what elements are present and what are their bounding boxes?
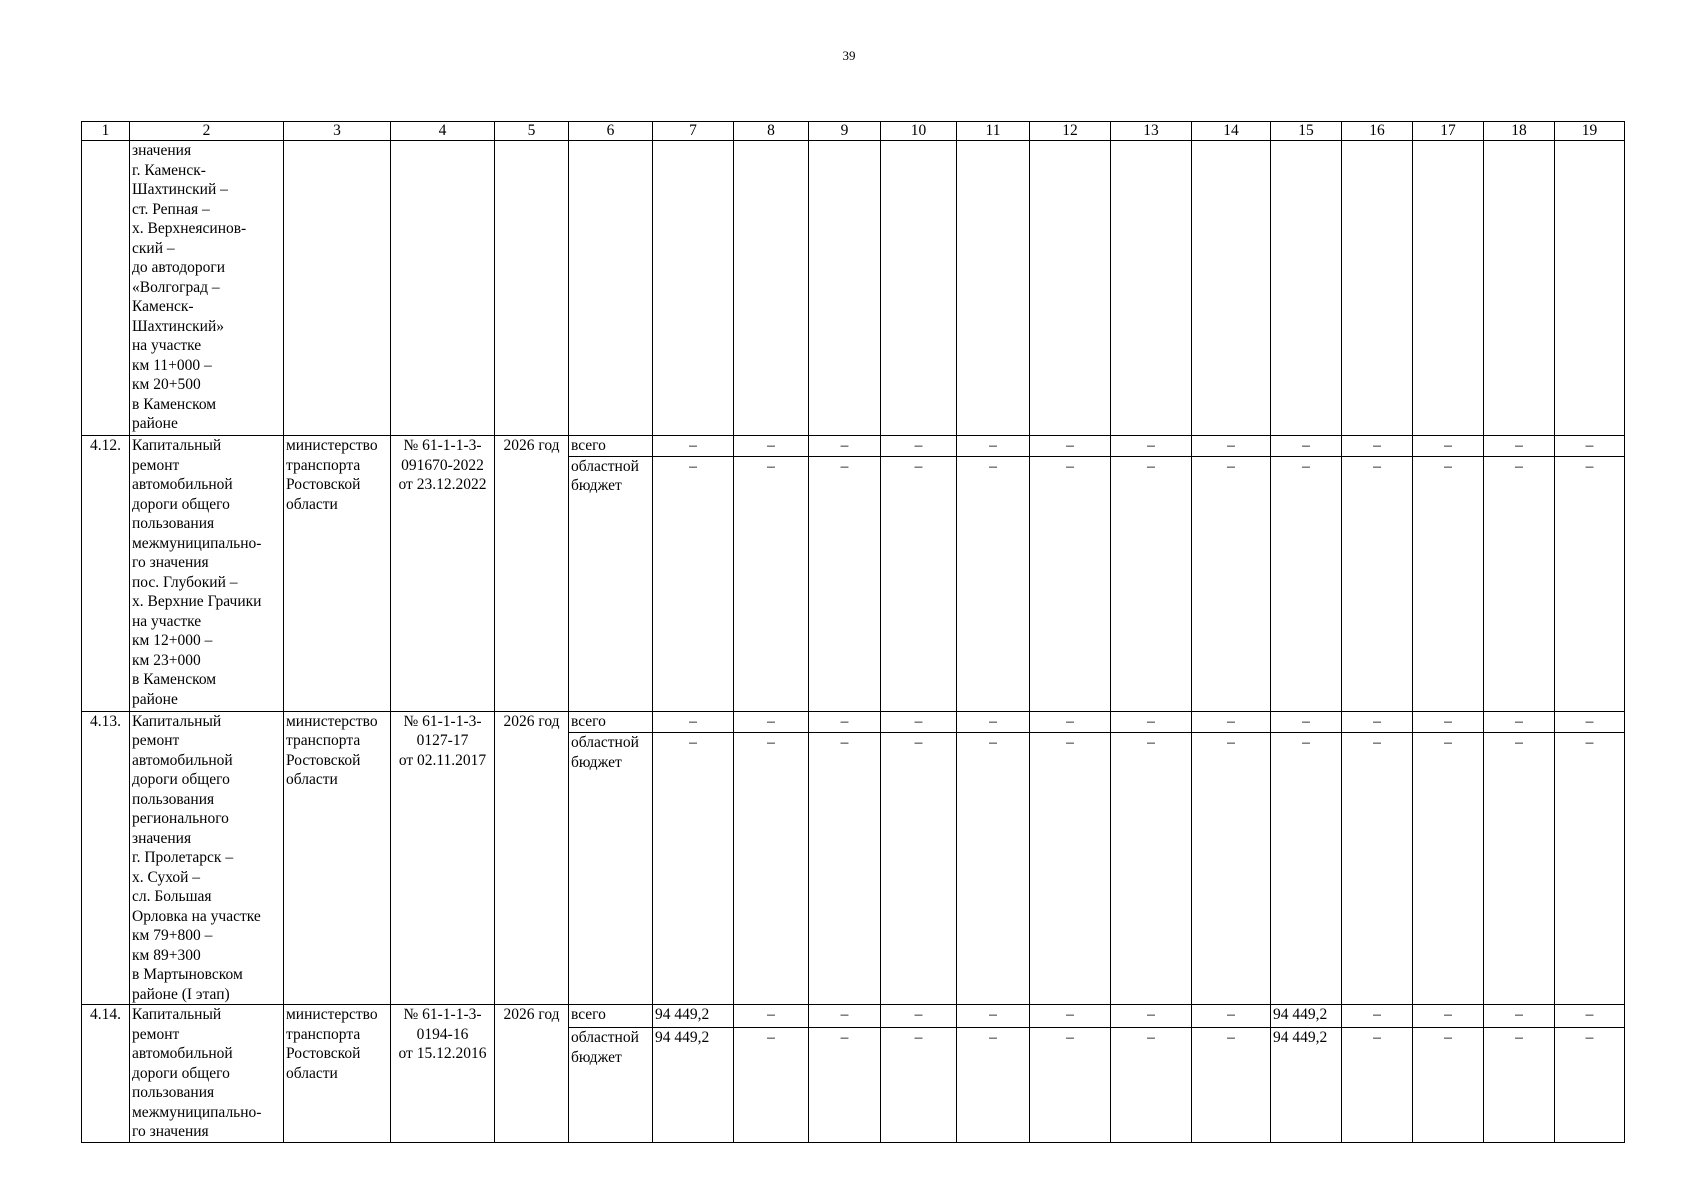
funding-source-cell: областной бюджет [569, 733, 653, 1005]
column-number-cell: 9 [809, 122, 881, 141]
empty-cell [1030, 141, 1111, 436]
column-number-cell: 14 [1192, 122, 1271, 141]
column-number-cell: 18 [1484, 122, 1555, 141]
value-cell: – [957, 733, 1030, 1005]
value-cell: – [1555, 436, 1625, 457]
value-cell: – [1030, 1005, 1111, 1028]
value-cell: – [809, 733, 881, 1005]
value-cell: – [881, 436, 957, 457]
entry-number-cell: 4.13. [82, 711, 130, 1005]
value-cell: – [734, 456, 809, 711]
document-cell: № 61-1-1-3- 0194-16 от 15.12.2016 [391, 1005, 495, 1143]
column-number-cell: 2 [130, 122, 284, 141]
value-cell: – [809, 1028, 881, 1142]
empty-cell [1555, 141, 1625, 436]
empty-cell [391, 141, 495, 436]
value-cell: – [1111, 1005, 1192, 1028]
entry-row-total [82, 711, 1625, 733]
value-cell: – [1271, 733, 1342, 1005]
value-cell: – [1111, 711, 1192, 733]
column-number-cell: 15 [1271, 122, 1342, 141]
executor-cell: министерство транспорта Ростовской области [284, 711, 391, 1005]
value-cell: – [1111, 456, 1192, 711]
empty-cell [82, 141, 130, 436]
empty-cell [653, 141, 734, 436]
value-cell: – [653, 436, 734, 457]
value-cell: – [881, 1005, 957, 1028]
value-cell: – [809, 456, 881, 711]
year-cell: 2026 год [495, 436, 569, 712]
entry-row-total [82, 436, 1625, 457]
value-cell: – [1192, 1005, 1271, 1028]
value-cell: – [1342, 1005, 1413, 1028]
value-cell: – [1555, 456, 1625, 711]
document-cell: № 61-1-1-3- 091670-2022 от 23.12.2022 [391, 436, 495, 712]
value-cell: – [1192, 733, 1271, 1005]
value-cell: 94 449,2 [653, 1005, 734, 1028]
value-cell: – [653, 456, 734, 711]
value-cell: – [1484, 456, 1555, 711]
funding-source-cell: всего [569, 436, 653, 457]
value-cell: – [957, 711, 1030, 733]
empty-cell [957, 141, 1030, 436]
column-number-cell: 10 [881, 122, 957, 141]
value-cell: – [1413, 1005, 1484, 1028]
value-cell: – [1111, 1028, 1192, 1142]
value-cell: – [957, 456, 1030, 711]
value-cell: – [1413, 436, 1484, 457]
value-cell: – [1342, 456, 1413, 711]
empty-cell [809, 141, 881, 436]
empty-cell [569, 141, 653, 436]
value-cell: – [1342, 436, 1413, 457]
object-name-cell: Капитальный ремонт автомобильной дороги общего пользования регионального значения г. Пролетарск – х. Сухой – сл. Большая Орловка на участке км 79+800 – км 89+300 в Мартыновском районе (I этап) [130, 711, 284, 1005]
value-cell: – [1192, 1028, 1271, 1142]
column-number-cell: 4 [391, 122, 495, 141]
value-cell: – [1413, 456, 1484, 711]
value-cell: – [1342, 711, 1413, 733]
value-cell: – [653, 711, 734, 733]
column-number-cell: 6 [569, 122, 653, 141]
value-cell: – [881, 456, 957, 711]
continuation-row [82, 141, 1625, 436]
value-cell: – [881, 1028, 957, 1142]
year-cell: 2026 год [495, 711, 569, 1005]
entry-row-total [82, 1005, 1625, 1028]
value-cell: – [1342, 733, 1413, 1005]
column-number-cell: 5 [495, 122, 569, 141]
program-table [81, 121, 1625, 1143]
value-cell: 94 449,2 [653, 1028, 734, 1142]
object-name-cell: Капитальный ремонт автомобильной дороги общего пользования межмуниципально- го значения пос. Глубокий – х. Верхние Грачики на участке км 12+000 – км 23+000 в Каменском районе [130, 436, 284, 712]
value-cell: – [1342, 1028, 1413, 1142]
column-number-cell: 3 [284, 122, 391, 141]
empty-cell [1111, 141, 1192, 436]
value-cell: 94 449,2 [1271, 1028, 1342, 1142]
funding-source-cell: всего [569, 711, 653, 733]
empty-cell [1271, 141, 1342, 436]
value-cell: – [1555, 711, 1625, 733]
value-cell: – [957, 1028, 1030, 1142]
value-cell: – [1555, 1028, 1625, 1142]
value-cell: – [734, 711, 809, 733]
value-cell: – [1413, 733, 1484, 1005]
empty-cell [495, 141, 569, 436]
year-cell: 2026 год [495, 1005, 569, 1143]
executor-cell: министерство транспорта Ростовской области [284, 436, 391, 712]
entry-number-cell: 4.12. [82, 436, 130, 712]
value-cell: – [1030, 1028, 1111, 1142]
empty-cell [1413, 141, 1484, 436]
value-cell: – [809, 711, 881, 733]
column-number-cell: 16 [1342, 122, 1413, 141]
empty-cell [881, 141, 957, 436]
column-number-cell: 11 [957, 122, 1030, 141]
value-cell: – [1484, 1005, 1555, 1028]
column-number-cell: 19 [1555, 122, 1625, 141]
value-cell: – [1192, 456, 1271, 711]
value-cell: – [1030, 733, 1111, 1005]
value-cell: – [1484, 1028, 1555, 1142]
value-cell: – [1484, 436, 1555, 457]
value-cell: – [1030, 711, 1111, 733]
page-number: 39 [842, 48, 856, 63]
column-number-cell: 13 [1111, 122, 1192, 141]
entry-number-cell: 4.14. [82, 1005, 130, 1143]
value-cell: – [881, 733, 957, 1005]
value-cell: 94 449,2 [1271, 1005, 1342, 1028]
funding-source-cell: областной бюджет [569, 1028, 653, 1142]
value-cell: – [1484, 733, 1555, 1005]
empty-cell [1484, 141, 1555, 436]
value-cell: – [734, 1028, 809, 1142]
funding-source-cell: всего [569, 1005, 653, 1028]
empty-cell [1192, 141, 1271, 436]
value-cell: – [957, 436, 1030, 457]
value-cell: – [881, 711, 957, 733]
column-number-row [82, 122, 1625, 141]
value-cell: – [1271, 711, 1342, 733]
value-cell: – [734, 1005, 809, 1028]
empty-cell [1342, 141, 1413, 436]
value-cell: – [1030, 436, 1111, 457]
column-number-cell: 8 [734, 122, 809, 141]
value-cell: – [1030, 456, 1111, 711]
value-cell: – [809, 436, 881, 457]
value-cell: – [653, 733, 734, 1005]
executor-cell: министерство транспорта Ростовской области [284, 1005, 391, 1143]
value-cell: – [734, 733, 809, 1005]
object-name-cell: Капитальный ремонт автомобильной дороги общего пользования межмуниципально- го значения [130, 1005, 284, 1143]
value-cell: – [1111, 733, 1192, 1005]
value-cell: – [809, 1005, 881, 1028]
value-cell: – [1192, 711, 1271, 733]
object-name-cell: значения г. Каменск- Шахтинский – ст. Репная – х. Верхнеясинов- ский – до автодороги «Волгоград – Каменск- Шахтинский» на участке км 11+000 – км 20+500 в Каменском районе [130, 141, 284, 436]
document-cell: № 61-1-1-3- 0127-17 от 02.11.2017 [391, 711, 495, 1005]
value-cell: – [1192, 436, 1271, 457]
column-number-cell: 1 [82, 122, 130, 141]
value-cell: – [1271, 456, 1342, 711]
value-cell: – [734, 436, 809, 457]
value-cell: – [957, 1005, 1030, 1028]
funding-source-cell: областной бюджет [569, 456, 653, 711]
value-cell: – [1484, 711, 1555, 733]
column-number-cell: 17 [1413, 122, 1484, 141]
value-cell: – [1555, 733, 1625, 1005]
column-number-cell: 12 [1030, 122, 1111, 141]
empty-cell [734, 141, 809, 436]
value-cell: – [1413, 1028, 1484, 1142]
value-cell: – [1271, 436, 1342, 457]
value-cell: – [1413, 711, 1484, 733]
value-cell: – [1555, 1005, 1625, 1028]
value-cell: – [1111, 436, 1192, 457]
empty-cell [284, 141, 391, 436]
column-number-cell: 7 [653, 122, 734, 141]
